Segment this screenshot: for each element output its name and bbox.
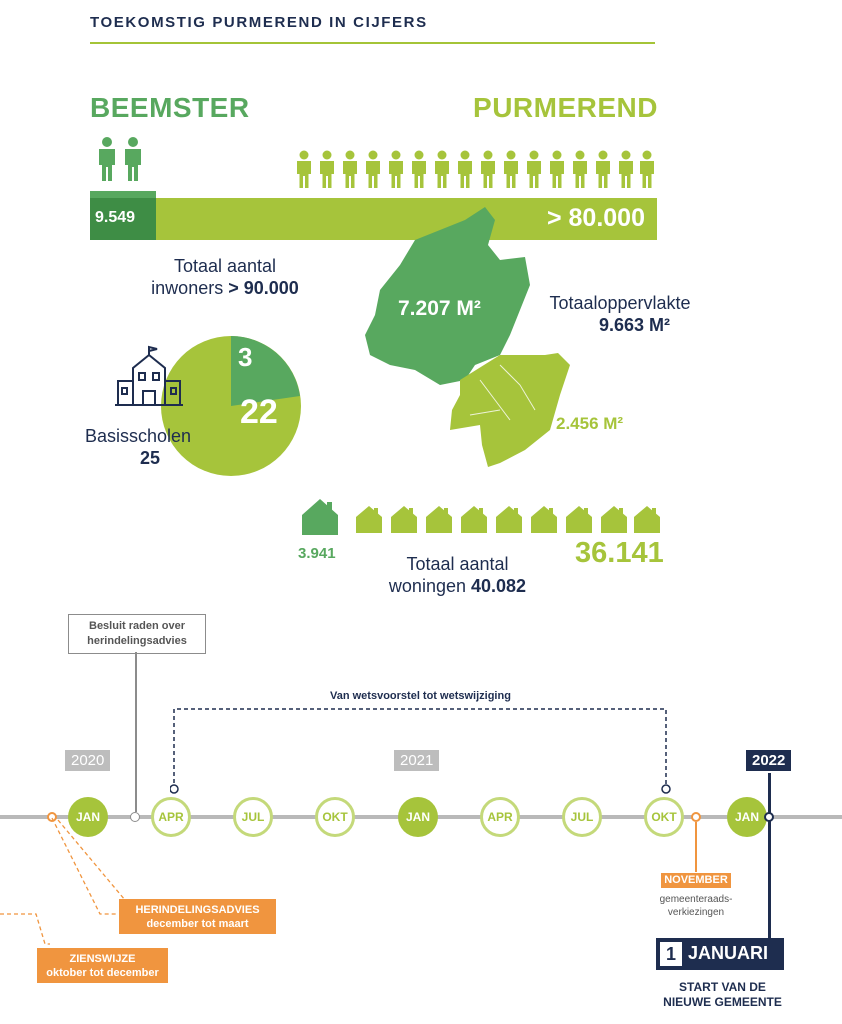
month-apr-2020: APR bbox=[151, 797, 191, 837]
november-connector bbox=[695, 822, 697, 872]
beemster-house-icon bbox=[300, 497, 340, 537]
zienswijze-title: ZIENSWIJZE bbox=[69, 953, 136, 965]
total-residents-label-2: inwoners bbox=[151, 278, 224, 298]
januari-marker bbox=[764, 812, 774, 822]
herindelingsadvies-period: december tot maart bbox=[146, 918, 249, 930]
total-houses-caption bbox=[370, 553, 545, 597]
total-houses-value: 40.082 bbox=[471, 576, 527, 596]
month-okt-2021: OKT bbox=[644, 797, 684, 837]
total-area-caption bbox=[540, 292, 700, 336]
november-marker bbox=[691, 812, 701, 822]
schools-caption bbox=[85, 425, 215, 469]
year-2022-label: 2022 bbox=[746, 750, 791, 771]
januari-month: JANUARI bbox=[688, 943, 769, 963]
besluit-connector bbox=[135, 652, 137, 812]
area-map bbox=[360, 205, 580, 475]
purmerend-houses-value: 36.141 bbox=[575, 537, 664, 569]
month-apr-2021: APR bbox=[480, 797, 520, 837]
total-houses-label-2: woningen bbox=[388, 576, 466, 596]
november-subtext: gemeenteraads- verkiezingen bbox=[659, 894, 733, 918]
januari-box bbox=[656, 938, 784, 970]
month-jul-2020: JUL bbox=[233, 797, 273, 837]
besluit-box: Besluit raden over herindelingsadvies bbox=[68, 614, 206, 654]
school-building-icon bbox=[113, 343, 185, 411]
wetsvoorstel-label: Van wetsvoorstel tot wetswijziging bbox=[330, 690, 511, 702]
beemster-schools-value: 3 bbox=[238, 342, 253, 372]
purmerend-heading: PURMEREND bbox=[473, 92, 658, 123]
total-residents-label: Totaal aantal bbox=[173, 256, 277, 276]
month-okt-2020: OKT bbox=[315, 797, 355, 837]
total-houses-line bbox=[370, 575, 545, 597]
month-jan-2020: JAN bbox=[68, 797, 108, 837]
november-box: NOVEMBER bbox=[661, 873, 731, 888]
purmerend-population-value: > 80.000 bbox=[546, 204, 645, 232]
januari-day: 1 bbox=[660, 942, 682, 966]
total-area-label: Totaaloppervlakte bbox=[549, 293, 691, 313]
schools-label: Basisscholen bbox=[85, 426, 192, 446]
purmerend-people-icon bbox=[292, 150, 658, 190]
year-2020-label: 2020 bbox=[65, 750, 110, 771]
month-jul-2021: JUL bbox=[562, 797, 602, 837]
start-nieuwe-gemeente-label: START VAN DE NIEUWE GEMEENTE bbox=[663, 980, 782, 1009]
beemster-people-icon bbox=[95, 136, 150, 182]
month-jan-2021: JAN bbox=[398, 797, 438, 837]
zienswijze-period: oktober tot december bbox=[46, 967, 159, 979]
schools-total-value: 25 bbox=[140, 448, 161, 468]
zienswijze-box bbox=[37, 948, 168, 983]
total-houses-label: Totaal aantal bbox=[406, 554, 509, 574]
total-residents-line bbox=[130, 277, 320, 299]
title-divider bbox=[90, 42, 655, 44]
total-residents-value: > 90.000 bbox=[228, 278, 299, 298]
total-area-value: 9.663 M² bbox=[598, 315, 670, 335]
month-jan-2022: JAN bbox=[727, 797, 767, 837]
beemster-area-value: 2.456 M² bbox=[556, 414, 624, 433]
orange-dashed-connectors bbox=[0, 816, 280, 956]
year-2021-label: 2021 bbox=[394, 750, 439, 771]
herindelingsadvies-title: HERINDELINGSADVIES bbox=[135, 904, 260, 916]
beemster-population-value: 9.549 bbox=[95, 209, 136, 226]
beemster-heading: BEEMSTER bbox=[90, 92, 250, 123]
herindelingsadvies-box bbox=[119, 899, 276, 934]
total-residents-caption bbox=[130, 255, 320, 299]
purmerend-area-value: 7.207 M² bbox=[398, 297, 481, 320]
page-title: TOEKOMSTIG PURMEREND IN CIJFERS bbox=[90, 14, 428, 31]
year-2022-connector bbox=[768, 773, 771, 938]
purmerend-houses-icon bbox=[354, 505, 660, 535]
purmerend-schools-value: 22 bbox=[240, 393, 278, 431]
beemster-houses-value: 3.941 bbox=[298, 545, 336, 562]
